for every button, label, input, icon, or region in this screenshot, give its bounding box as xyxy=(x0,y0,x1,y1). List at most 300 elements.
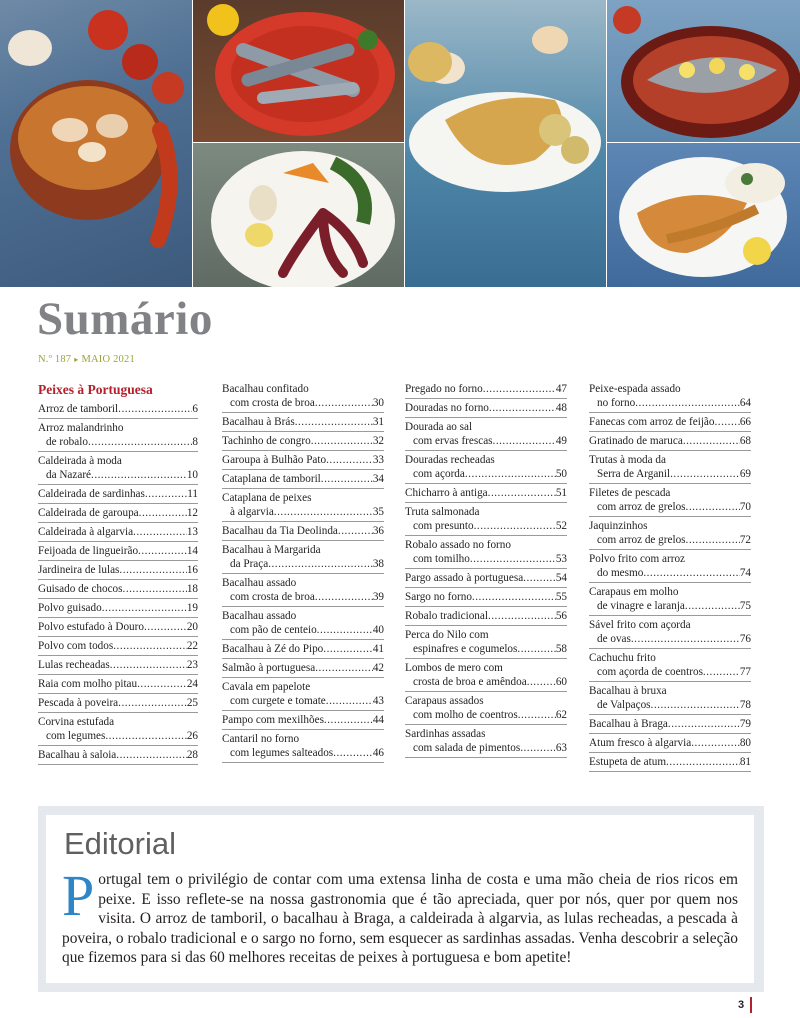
page-number: 3 xyxy=(738,999,745,1011)
toc-entry-line xyxy=(405,401,567,415)
toc-page-number: 66 xyxy=(739,416,751,428)
toc-entry xyxy=(589,484,751,517)
toc-entry xyxy=(222,730,384,763)
toc-page-number: 13 xyxy=(186,526,198,538)
toc-page-number: 19 xyxy=(186,602,198,614)
toc-leader-dots xyxy=(268,557,373,571)
toc-leader-dots xyxy=(311,434,373,448)
toc-entry xyxy=(38,618,198,637)
toc-entry-title: Atum fresco à algarvia xyxy=(589,737,692,749)
toc-entry-line xyxy=(405,505,567,519)
toc-list xyxy=(38,400,198,765)
toc-page-number: 23 xyxy=(186,659,198,671)
toc-leader-dots xyxy=(274,505,373,519)
toc-entry-line xyxy=(222,746,384,760)
toc-entry-title: de ovas xyxy=(597,633,631,645)
toc-entry-line xyxy=(38,620,198,634)
toc-entry xyxy=(222,659,384,678)
toc-entry-line xyxy=(38,601,198,615)
toc-entry-line xyxy=(38,715,198,729)
toc-entry-title: Sargo no forno xyxy=(405,591,472,603)
toc-page-number: 8 xyxy=(192,436,198,448)
toc-entry-title: Cataplana de tamboril xyxy=(222,473,321,485)
toc-page-number: 68 xyxy=(739,435,751,447)
toc-entry-line xyxy=(589,651,751,665)
toc-entry-title: Tachinho de congro xyxy=(222,435,311,447)
toc-entry xyxy=(405,607,567,626)
toc-entry-line xyxy=(589,486,751,500)
toc-entry-title: Polvo estufado à Douro xyxy=(38,621,144,633)
toc-entry xyxy=(38,400,198,419)
toc-entry-line xyxy=(38,563,198,577)
toc-entry-title: Caldeirada de sardinhas xyxy=(38,488,145,500)
toc-page-number: 54 xyxy=(555,572,567,584)
toc-entry-title: Douradas recheadas xyxy=(405,454,495,466)
toc-leader-dots xyxy=(668,717,740,731)
toc-entry-line xyxy=(38,454,198,468)
toc-page-number: 41 xyxy=(372,643,384,655)
toc-page-number: 36 xyxy=(372,525,384,537)
toc-entry-title: Dourada ao sal xyxy=(405,421,473,433)
toc-page-number: 64 xyxy=(739,397,751,409)
toc-entry-line xyxy=(405,382,567,396)
toc-entry-line xyxy=(589,599,751,613)
toc-entry xyxy=(222,413,384,432)
page-number-bar xyxy=(750,997,752,1013)
toc-entry-line xyxy=(589,500,751,514)
toc-entry xyxy=(222,678,384,711)
toc-page-number: 44 xyxy=(372,714,384,726)
toc-entry-line xyxy=(222,472,384,486)
toc-entry-title: Gratinado de maruca xyxy=(589,435,683,447)
toc-entry xyxy=(589,550,751,583)
toc-page-number: 72 xyxy=(739,534,751,546)
toc-page-number: 34 xyxy=(372,473,384,485)
toc-entry-title: Arroz de tamboril xyxy=(38,403,119,415)
toc-entry-title: Pampo com mexilhões xyxy=(222,714,324,726)
toc-leader-dots xyxy=(333,746,373,760)
toc-leader-dots xyxy=(483,382,556,396)
toc-entry-title: Feijoada de lingueirão xyxy=(38,545,139,557)
toc-entry-line xyxy=(405,727,567,741)
toc-entry-line xyxy=(222,732,384,746)
toc-entry-title: Trutas à moda da xyxy=(589,454,666,466)
toc-leader-dots xyxy=(321,472,373,486)
toc-leader-dots xyxy=(635,396,740,410)
toc-entry xyxy=(589,583,751,616)
toc-entry xyxy=(405,503,567,536)
toc-entry-line xyxy=(405,628,567,642)
triangle-icon: ▸ xyxy=(74,355,79,364)
toc-entry-line xyxy=(589,618,751,632)
toc-entry-title: Douradas no forno xyxy=(405,402,489,414)
toc-entry xyxy=(405,380,567,399)
toc-page-number: 70 xyxy=(739,501,751,513)
toc-entry-title: Cataplana de peixes xyxy=(222,492,312,504)
toc-entry-title: com pão de centeio xyxy=(230,624,317,636)
toc-leader-dots xyxy=(139,506,187,520)
toc-entry-title: Bacalhau da Tia Deolinda xyxy=(222,525,338,537)
toc-leader-dots xyxy=(493,434,556,448)
toc-entry-title: com crosta de broa xyxy=(230,591,315,603)
toc-entry xyxy=(405,626,567,659)
toc-leader-dots xyxy=(113,639,187,653)
toc-list xyxy=(222,380,384,763)
toc-entry-line xyxy=(222,434,384,448)
toc-page-number: 78 xyxy=(739,699,751,711)
page-title: Sumário xyxy=(37,293,213,345)
toc-entry xyxy=(222,432,384,451)
toc-leader-dots xyxy=(523,571,556,585)
photo-octopus-plate xyxy=(193,143,404,287)
toc-entry xyxy=(222,522,384,541)
toc-entry xyxy=(38,561,198,580)
toc-entry-title: Bacalhau confitado xyxy=(222,383,309,395)
toc-leader-dots xyxy=(326,453,373,467)
toc-page-number: 42 xyxy=(372,662,384,674)
toc-page-number: 51 xyxy=(555,487,567,499)
toc-page-number: 60 xyxy=(555,676,567,688)
toc-page-number: 56 xyxy=(555,610,567,622)
toc-entry-title: Pregado no forno xyxy=(405,383,483,395)
toc-entry-title: crosta de broa e amêndoa xyxy=(413,676,527,688)
toc-list xyxy=(405,380,567,758)
toc-entry-title: com molho de coentros xyxy=(413,709,518,721)
issue-date: MAIO 2021 xyxy=(81,354,135,365)
toc-leader-dots xyxy=(315,590,373,604)
photo-fried-fillets xyxy=(607,143,800,287)
toc-entry xyxy=(222,574,384,607)
toc-leader-dots xyxy=(317,623,373,637)
toc-entry xyxy=(222,451,384,470)
toc-leader-dots xyxy=(326,694,373,708)
toc-entry-line xyxy=(405,708,567,722)
toc-page-number: 52 xyxy=(555,520,567,532)
toc-entry-line xyxy=(222,396,384,410)
toc-leader-dots xyxy=(144,620,187,634)
toc-page-number: 58 xyxy=(555,643,567,655)
toc-entry-title: Polvo guisado xyxy=(38,602,102,614)
toc-entry-title: Polvo frito com arroz xyxy=(589,553,686,565)
toc-page-number: 10 xyxy=(186,469,198,481)
toc-entry-line xyxy=(589,755,751,769)
toc-entry-line xyxy=(222,642,384,656)
toc-entry xyxy=(589,715,751,734)
toc-entry-line xyxy=(589,552,751,566)
toc-page-number: 33 xyxy=(372,454,384,466)
toc-entry-title: Caldeirada de garoupa xyxy=(38,507,139,519)
toc-entry-title: com ervas frescas xyxy=(413,435,493,447)
toc-entry-title: Peixe-espada assado xyxy=(589,383,681,395)
toc-entry-title: de vinagre e laranja xyxy=(597,600,685,612)
toc-leader-dots xyxy=(474,519,556,533)
toc-entry xyxy=(589,413,751,432)
toc-entry xyxy=(405,484,567,503)
toc-entry xyxy=(38,694,198,713)
toc-entry-title: Caldeirada à algarvia xyxy=(38,526,134,538)
toc-page-number: 79 xyxy=(739,718,751,730)
toc-entry-line xyxy=(222,543,384,557)
toc-leader-dots xyxy=(470,552,556,566)
toc-entry-title: Bacalhau à Margarida xyxy=(222,544,321,556)
toc-entry-title: com arroz de grelos xyxy=(597,501,686,513)
toc-entry-title: espinafres e cogumelos xyxy=(413,643,518,655)
toc-column-2 xyxy=(222,380,384,763)
editorial-body: ortugal tem o privilégio de contar com uma extensa linha de costa e uma mão cheia de rios ricos em peixe. E isso reflete-se na nossa gastronomia que é tão apreciada, quer por nós, quer por quem nos visita. O arroz de tamboril, o bacalhau à Braga, a caldeirada à algarvia, as lulas recheadas, a pescada à poveira, o robalo tradicional e o sargo no forno, sem esquecer as sardinhas assadas. Venha descobrir a seleção que fizemos para si das 60 melhores receitas de peixes à portuguesa e bom apetite! xyxy=(62,871,738,966)
toc-entry-title: Pargo assado à portuguesa xyxy=(405,572,524,584)
toc-entry-line xyxy=(405,552,567,566)
toc-leader-dots xyxy=(488,609,556,623)
toc-entry-line xyxy=(589,684,751,698)
toc-page-number: 77 xyxy=(739,666,751,678)
toc-entry-line xyxy=(589,717,751,731)
toc-entry-title: Corvina estufada xyxy=(38,716,115,728)
toc-leader-dots xyxy=(666,755,740,769)
toc-page-number: 40 xyxy=(372,624,384,636)
toc-leader-dots xyxy=(137,677,187,691)
toc-column-4 xyxy=(589,380,751,772)
toc-page-number: 80 xyxy=(739,737,751,749)
toc-entry-title: Filetes de pescada xyxy=(589,487,671,499)
toc-entry-line xyxy=(405,467,567,481)
toc-entry-line xyxy=(222,661,384,675)
toc-entry-line xyxy=(589,453,751,467)
toc-entry-line xyxy=(222,590,384,604)
toc-page-number: 46 xyxy=(372,747,384,759)
toc-entry-line xyxy=(222,524,384,538)
toc-entry xyxy=(589,649,751,682)
toc-entry xyxy=(38,580,198,599)
toc-page-number: 14 xyxy=(186,545,198,557)
toc-entry-line xyxy=(589,665,751,679)
toc-page-number: 74 xyxy=(739,567,751,579)
toc-entry-line xyxy=(589,533,751,547)
toc-entry-title: Carapaus assados xyxy=(405,695,484,707)
toc-entry-line xyxy=(38,748,198,762)
drop-cap: P xyxy=(62,863,95,928)
toc-page-number: 6 xyxy=(192,403,198,415)
toc-entry-line xyxy=(222,505,384,519)
toc-leader-dots xyxy=(315,396,373,410)
toc-entry-title: Bacalhau assado xyxy=(222,610,297,622)
toc-entry-line xyxy=(38,696,198,710)
toc-page-number: 50 xyxy=(555,468,567,480)
toc-entry xyxy=(222,470,384,489)
toc-leader-dots xyxy=(527,675,556,689)
toc-entry-line xyxy=(405,519,567,533)
toc-entry-title: de Valpaços xyxy=(597,699,651,711)
toc-page-number: 43 xyxy=(372,695,384,707)
toc-entry xyxy=(405,399,567,418)
toc-entry-title: de robalo xyxy=(46,436,88,448)
toc-entry-line xyxy=(589,566,751,580)
toc-entry xyxy=(589,451,751,484)
toc-leader-dots xyxy=(88,435,192,449)
toc-entry-line xyxy=(38,582,198,596)
toc-entry-title: à algarvia xyxy=(230,506,274,518)
toc-leader-dots xyxy=(116,748,187,762)
toc-entry xyxy=(589,753,751,772)
toc-entry-title: Chicharro à antiga xyxy=(405,487,488,499)
toc-entry xyxy=(38,656,198,675)
editorial-text xyxy=(62,863,738,968)
toc-entry-line xyxy=(38,639,198,653)
toc-leader-dots xyxy=(691,736,740,750)
toc-page-number: 30 xyxy=(372,397,384,409)
toc-leader-dots xyxy=(631,632,740,646)
toc-entry xyxy=(38,523,198,542)
toc-entry-line xyxy=(589,415,751,429)
toc-page-number: 18 xyxy=(186,583,198,595)
toc-entry-title: Bacalhau à saloia xyxy=(38,749,117,761)
toc-leader-dots xyxy=(472,590,556,604)
toc-entry-title: Lombos de mero com xyxy=(405,662,503,674)
toc-entry xyxy=(38,713,198,746)
toc-entry xyxy=(589,517,751,550)
toc-entry-line xyxy=(38,468,198,482)
toc-leader-dots xyxy=(315,661,373,675)
toc-leader-dots xyxy=(145,487,187,501)
toc-leader-dots xyxy=(670,467,740,481)
toc-leader-dots xyxy=(489,401,556,415)
section-heading: Peixes à Portuguesa xyxy=(38,382,153,397)
toc-entry-title: Cachuchu frito xyxy=(589,652,656,664)
toc-entry-title: da Nazaré xyxy=(46,469,92,481)
toc-entry xyxy=(222,640,384,659)
toc-page-number: 35 xyxy=(372,506,384,518)
toc-page-number: 53 xyxy=(555,553,567,565)
toc-entry xyxy=(405,569,567,588)
toc-entry-title: Robalo tradicional xyxy=(405,610,488,622)
toc-leader-dots xyxy=(520,741,556,755)
toc-entry-line xyxy=(589,632,751,646)
toc-entry-line xyxy=(38,544,198,558)
toc-entry-line xyxy=(589,434,751,448)
toc-entry-line xyxy=(589,396,751,410)
toc-entry xyxy=(222,489,384,522)
toc-page-number: 22 xyxy=(186,640,198,652)
toc-entry-title: Bacalhau à Brás xyxy=(222,416,295,428)
toc-entry-line xyxy=(222,713,384,727)
toc-entry-title: com açorda de coentros xyxy=(597,666,703,678)
toc-leader-dots xyxy=(686,500,740,514)
toc-entry-line xyxy=(589,698,751,712)
toc-entry xyxy=(589,682,751,715)
toc-entry-title: com arroz de grelos xyxy=(597,534,686,546)
toc-leader-dots xyxy=(138,544,187,558)
toc-page-number: 12 xyxy=(186,507,198,519)
toc-page-number: 32 xyxy=(372,435,384,447)
toc-page-number: 69 xyxy=(739,468,751,480)
toc-entry-line xyxy=(405,453,567,467)
toc-entry-title: Fanecas com arroz de feijão xyxy=(589,416,715,428)
toc-entry-title: Sável frito com açorda xyxy=(589,619,691,631)
toc-list xyxy=(589,380,751,772)
toc-page-number: 62 xyxy=(555,709,567,721)
toc-page-number: 49 xyxy=(555,435,567,447)
toc-entry-title: com legumes xyxy=(46,730,106,742)
toc-page-number: 55 xyxy=(555,591,567,603)
toc-entry-title: Sardinhas assadas xyxy=(405,728,486,740)
toc-entry-line xyxy=(589,736,751,750)
toc-page-number: 28 xyxy=(186,749,198,761)
photo-grilled-sardines xyxy=(193,0,404,142)
toc-entry-line xyxy=(222,694,384,708)
toc-entry-title: Perca do Nilo com xyxy=(405,629,489,641)
toc-entry-title: com açorda xyxy=(413,468,465,480)
toc-entry xyxy=(222,541,384,574)
toc-page-number: 26 xyxy=(186,730,198,742)
toc-page-number: 75 xyxy=(739,600,751,612)
toc-entry-title: Arroz malandrinho xyxy=(38,422,124,434)
toc-entry-title: Raia com molho pitau xyxy=(38,678,138,690)
toc-leader-dots xyxy=(323,642,373,656)
toc-entry-line xyxy=(222,415,384,429)
toc-entry-line xyxy=(222,557,384,571)
toc-entry-line xyxy=(222,491,384,505)
toc-page-number: 81 xyxy=(739,756,751,768)
toc-entry xyxy=(589,380,751,413)
toc-entry-line xyxy=(405,434,567,448)
toc-page-number: 16 xyxy=(186,564,198,576)
toc-entry xyxy=(405,418,567,451)
toc-entry xyxy=(405,451,567,484)
toc-leader-dots xyxy=(683,434,740,448)
toc-entry-line xyxy=(405,741,567,755)
toc-entry-title: no forno xyxy=(597,397,636,409)
toc-entry-line xyxy=(405,642,567,656)
toc-entry xyxy=(38,542,198,561)
toc-entry-title: Polvo com todos xyxy=(38,640,114,652)
toc-entry-title: Guisado de chocos xyxy=(38,583,123,595)
toc-entry-title: com legumes salteados xyxy=(230,747,334,759)
toc-entry-title: Estupeta de atum xyxy=(589,756,667,768)
toc-entry-title: Pescada à poveira xyxy=(38,697,119,709)
toc-entry-title: com presunto xyxy=(413,520,474,532)
toc-entry-title: com salada de pimentos xyxy=(413,742,521,754)
toc-entry xyxy=(589,432,751,451)
toc-entry-title: Jaquinzinhos xyxy=(589,520,648,532)
toc-entry-title: Bacalhau à Braga xyxy=(589,718,668,730)
toc-entry-line xyxy=(222,609,384,623)
toc-entry-line xyxy=(405,694,567,708)
toc-entry-line xyxy=(38,506,198,520)
toc-leader-dots xyxy=(488,486,556,500)
toc-page-number: 63 xyxy=(555,742,567,754)
toc-leader-dots xyxy=(517,642,555,656)
toc-page-number: 25 xyxy=(186,697,198,709)
toc-entry-title: Robalo assado no forno xyxy=(405,539,511,551)
toc-page-number: 20 xyxy=(186,621,198,633)
toc-leader-dots xyxy=(324,713,373,727)
toc-leader-dots xyxy=(651,698,740,712)
toc-entry xyxy=(405,588,567,607)
toc-entry-title: Garoupa à Bulhão Pato xyxy=(222,454,327,466)
toc-entry-line xyxy=(38,658,198,672)
toc-entry-line xyxy=(405,420,567,434)
toc-entry xyxy=(405,692,567,725)
toc-entry xyxy=(405,725,567,758)
toc-entry-line xyxy=(38,435,198,449)
toc-page-number: 39 xyxy=(372,591,384,603)
issue-line xyxy=(38,354,135,365)
toc-entry-title: Bacalhau à Zé do Pipo xyxy=(222,643,324,655)
toc-entry-title: Cantaril no forno xyxy=(222,733,300,745)
toc-page-number: 31 xyxy=(372,416,384,428)
toc-leader-dots xyxy=(118,696,187,710)
toc-page-number: 38 xyxy=(372,558,384,570)
toc-page-number: 48 xyxy=(555,402,567,414)
